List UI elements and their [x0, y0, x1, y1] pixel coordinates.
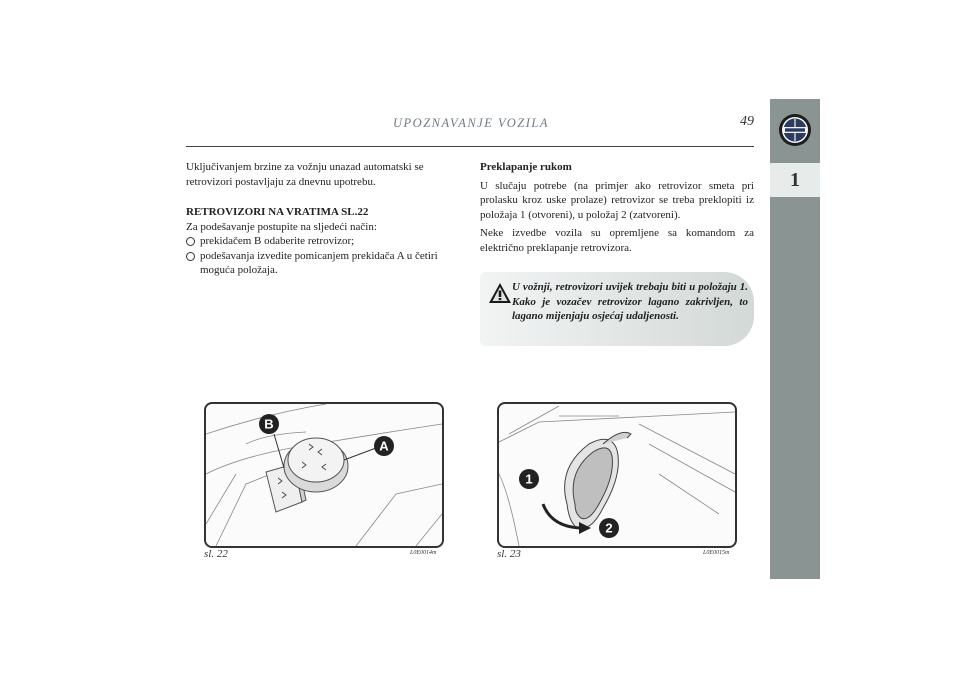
figure-code: L0E0014m [410, 550, 437, 556]
figure-caption: sl. 23 [497, 548, 521, 560]
figure-caption: sl. 22 [204, 548, 228, 560]
instruction-text: Za podešavanje postupite na sljedeći način: [186, 220, 377, 233]
label-b: B [264, 416, 274, 432]
label-2: 2 [605, 520, 613, 536]
paragraph: Neke izvedbe vozila su opremljene sa komandom za električno preklapanje retrovizora. [480, 227, 754, 254]
warning-box [480, 272, 754, 346]
bullet-item: prekidačem B odaberite retrovizor; [186, 234, 460, 249]
running-title: UPOZNAVANJE VOZILA [393, 116, 549, 130]
bullet-item: podešavanja izvedite pomicanjem prekidača A u četiri moguća položaja. [186, 249, 460, 278]
paragraph: U slučaju potrebe (na primjer ako retrovizor smeta pri prolasku kroz uske prolaze) retrovizor se treba preklopiti iz položaja 1 (otvoreni), u položaj 2 (zatvoreni). [480, 179, 754, 221]
intro-paragraph: Uključivanjem brzine za vožnju unazad automatski se retrovizori postavljaju za dnevnu upotrebu. [186, 161, 424, 188]
figure-23-illustration [497, 402, 737, 548]
mirror-switch-illustration [206, 404, 442, 546]
chapter-sidebar [770, 99, 820, 579]
warning-triangle-icon [488, 282, 512, 304]
subheading: Preklapanje rukom [480, 161, 572, 173]
lancia-logo-icon [778, 113, 812, 147]
chapter-tab[interactable]: 1 [770, 163, 820, 197]
section-heading: RETROVIZORI NA VRATIMA SL.22 [186, 206, 369, 218]
page-header [186, 116, 754, 147]
label-1: 1 [525, 471, 533, 487]
right-column [480, 160, 754, 255]
figure-22-illustration [204, 402, 444, 548]
label-a: A [379, 438, 389, 454]
page-number: 49 [740, 114, 754, 129]
warning-text: U vožnji, retrovizori uvijek trebaju biti u položaju 1. Kako je vozačev retrovizor lagano zakrivljen, to lagano mijenjaju osjećaj udaljenosti. [512, 281, 748, 322]
folding-mirror-illustration [499, 404, 735, 546]
figure-code: L0E0015m [703, 550, 730, 556]
left-column [186, 160, 460, 278]
